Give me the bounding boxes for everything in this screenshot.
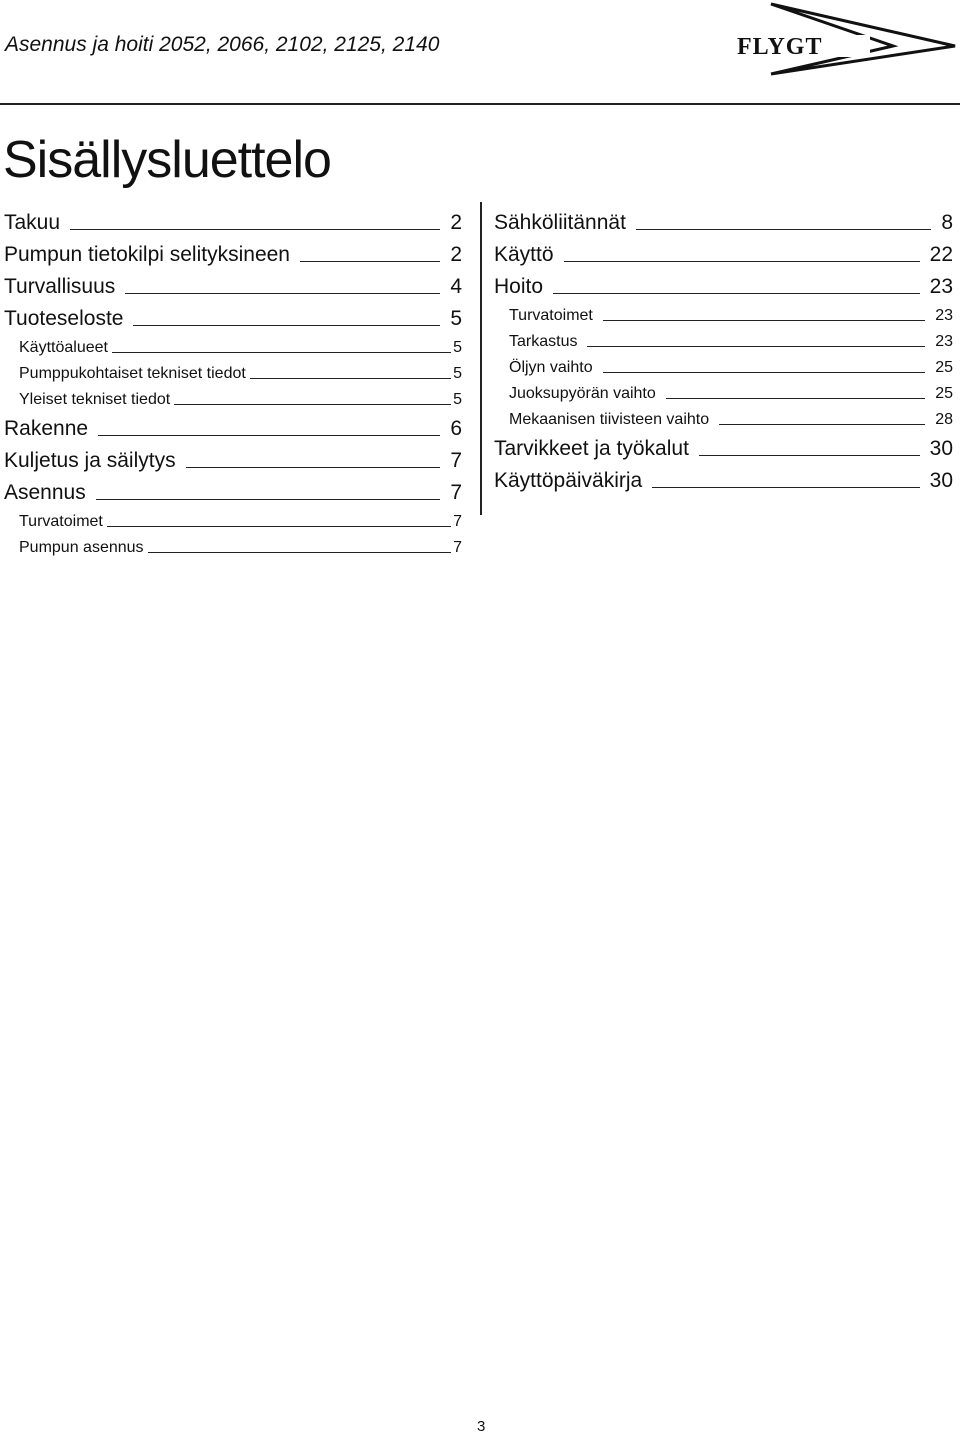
toc-leader-line [699, 455, 920, 456]
toc-leader-line [603, 372, 926, 373]
toc-entry-label: Turvallisuus [4, 275, 116, 298]
toc-entry[interactable] [4, 531, 462, 557]
toc-entry-label: Yleiset tekniset tiedot [19, 391, 171, 408]
toc-entry[interactable] [4, 473, 462, 505]
toc-leader-line [636, 229, 931, 230]
toc-leader-line [603, 320, 925, 321]
page-number: 3 [477, 1418, 486, 1435]
toc-entry[interactable] [494, 461, 953, 493]
toc-entry[interactable] [4, 357, 462, 383]
toc-entry[interactable] [494, 325, 953, 351]
toc-entry-label: Kuljetus ja säilytys [4, 449, 176, 472]
toc-entry-label: Tarkastus [509, 333, 578, 350]
toc-entry-page: 30 [929, 437, 953, 460]
toc-entry-label: Asennus [4, 481, 86, 504]
toc-entry-page: 23 [929, 275, 953, 298]
toc-leader-line [250, 378, 451, 379]
toc-entry-page: 28 [935, 411, 953, 428]
toc-entry[interactable] [494, 203, 953, 235]
toc-entry[interactable] [494, 235, 953, 267]
toc-entry-label: Käyttöpäiväkirja [494, 469, 643, 492]
toc-entry-page: 7 [450, 449, 462, 472]
toc-entry-page: 25 [935, 359, 953, 376]
toc-leader-line [125, 293, 440, 294]
flygt-logo-icon [733, 2, 957, 76]
header-prefix: Asennus ja hoiti [5, 33, 154, 56]
toc-entry[interactable] [4, 267, 462, 299]
toc-leader-line [587, 346, 925, 347]
toc-entry-label: Öljyn vaihto [509, 359, 593, 376]
toc-entry[interactable] [494, 377, 953, 403]
toc-entry[interactable] [494, 429, 953, 461]
toc-entry[interactable] [494, 299, 953, 325]
toc-entry-page: 23 [935, 307, 953, 324]
toc-entry[interactable] [4, 331, 462, 357]
toc-entry-page: 2 [450, 243, 462, 266]
toc-leader-line [174, 404, 451, 405]
toc-entry-label: Rakenne [4, 417, 89, 440]
toc-leader-line [96, 499, 441, 500]
toc-leader-line [553, 293, 920, 294]
toc-leader-line [652, 487, 919, 488]
flygt-logo [733, 2, 957, 76]
toc-entry-page: 8 [941, 211, 953, 234]
toc-leader-line [719, 424, 925, 425]
toc-entry-label: Sähköliitännät [494, 211, 626, 234]
toc-entry[interactable] [494, 351, 953, 377]
toc-entry[interactable] [4, 409, 462, 441]
toc-entry-label: Pumpun asennus [19, 539, 144, 556]
toc-leader-line [70, 229, 440, 230]
toc-leader-line [666, 398, 925, 399]
toc-leader-line [107, 526, 451, 527]
toc-leader-line [148, 552, 452, 553]
toc-entry[interactable] [4, 299, 462, 331]
toc-left-column [4, 203, 462, 557]
toc-entry-label: Tarvikkeet ja työkalut [494, 437, 689, 460]
toc-entry-label: Turvatoimet [509, 307, 593, 324]
toc-entry-label: Käyttöalueet [19, 339, 108, 356]
toc-entry-page: 23 [935, 333, 953, 350]
toc-entry-label: Takuu [4, 211, 61, 234]
toc-entry-label: Mekaanisen tiivisteen vaihto [509, 411, 710, 428]
toc-entry[interactable] [494, 403, 953, 429]
toc-entry-page: 30 [929, 469, 953, 492]
toc-leader-line [112, 352, 451, 353]
document-header [5, 33, 439, 57]
toc-entry[interactable] [4, 235, 462, 267]
svg-text:FLYGT: FLYGT [737, 34, 823, 60]
toc-entry-page: 22 [929, 243, 953, 266]
toc-entry-label: Pumppukohtaiset tekniset tiedot [19, 365, 246, 382]
toc-entry-page: 7 [453, 513, 462, 530]
toc-entry-page: 5 [453, 391, 462, 408]
toc-leader-line [564, 261, 920, 262]
toc-entry[interactable] [4, 203, 462, 235]
toc-entry-label: Tuoteseloste [4, 307, 124, 330]
toc-entry-page: 4 [450, 275, 462, 298]
toc-entry-page: 7 [450, 481, 462, 504]
toc-entry[interactable] [4, 383, 462, 409]
header-models: 2052, 2066, 2102, 2125, 2140 [159, 33, 440, 56]
toc-leader-line [98, 435, 440, 436]
toc-entry-page: 7 [453, 539, 462, 556]
toc-leader-line [300, 261, 440, 262]
toc-entry-page: 25 [935, 385, 953, 402]
toc-entry-label: Turvatoimet [19, 513, 103, 530]
toc-entry[interactable] [4, 505, 462, 531]
header-divider [0, 103, 960, 105]
toc-leader-line [186, 467, 441, 468]
toc-entry-label: Käyttö [494, 243, 554, 266]
toc-entry-page: 5 [453, 365, 462, 382]
toc-right-column [494, 203, 953, 493]
column-divider [480, 202, 482, 515]
toc-entry-page: 6 [450, 417, 462, 440]
toc-entry-page: 5 [453, 339, 462, 356]
toc-leader-line [133, 325, 440, 326]
toc-entry-label: Pumpun tietokilpi selityksineen [4, 243, 290, 266]
toc-entry-page: 5 [450, 307, 462, 330]
toc-entry[interactable] [4, 441, 462, 473]
toc-entry[interactable] [494, 267, 953, 299]
toc-entry-page: 2 [450, 211, 462, 234]
toc-entry-label: Juoksupyörän vaihto [509, 385, 656, 402]
toc-entry-label: Hoito [494, 275, 544, 298]
page-title: Sisällysluettelo [3, 131, 331, 189]
